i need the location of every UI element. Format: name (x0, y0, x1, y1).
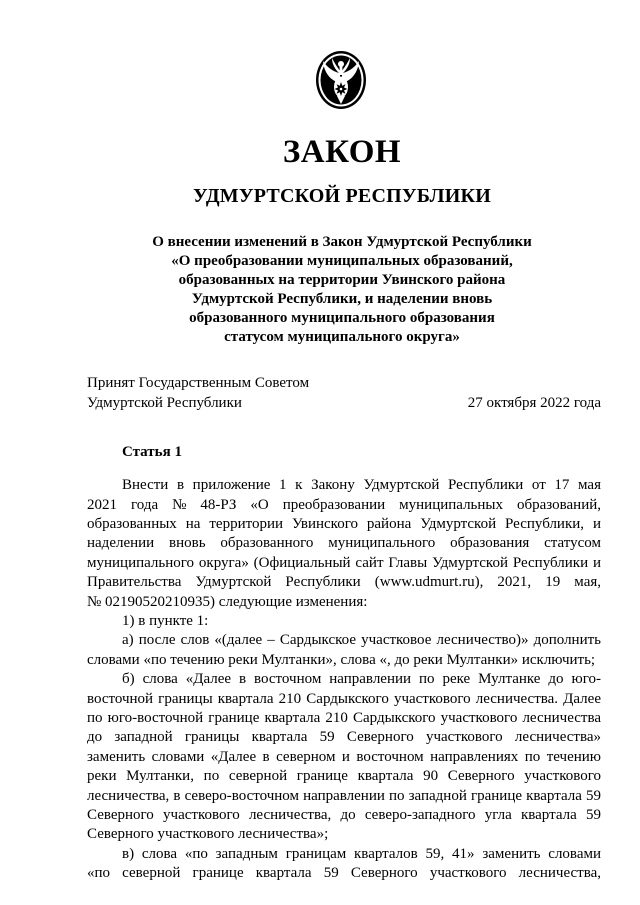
law-name-line: О внесении изменений в Закон Удмуртской Республики (152, 234, 532, 250)
article-text-line: по юго-восточной границе квартала 210 Сардыкского участкового лесничества (87, 709, 601, 726)
article-text-line: Северного участкового лесничества, до северо-западного угла квартала 59 (87, 806, 601, 823)
article-text-line: восточной границы квартала 210 Сардыкского участкового лесничества. Далее (87, 690, 601, 707)
article-text-line: муниципального округа» (Официальный сайт Главы Удмуртской Республики и (87, 554, 601, 571)
article-text-line: 2021 года № 48-РЗ «О преобразовании муниципальных образований, (87, 496, 601, 513)
law-name-line: образованного муниципального образования (189, 310, 495, 327)
article-text-line: в) слова «по западным границам кварталов 59, 41» заменить словами (122, 845, 601, 862)
law-name-line: «О преобразовании муниципальных образований, (171, 253, 513, 270)
article-text-line: б) слова «Далее в восточном направлении по реке Мултанке до юго- (122, 671, 601, 688)
article-text-line: наделении вновь образованного муниципального образования статусом (87, 535, 601, 552)
article-text-line: реки Мултанки, по северной границе квартала 90 Северного участкового (87, 768, 601, 785)
article-text-line: № 02190520210935) следующие изменения: (87, 593, 368, 610)
article-text-line: Правительства Удмуртской Республики (www.udmurt.ru), 2021, 19 мая, (87, 574, 601, 591)
law-name (82, 233, 602, 348)
article-text-line: образованных на территории Увинского района Удмуртской Республики, и (87, 516, 601, 533)
article-text-line: до западной границы квартала 59 Северного участкового лесничества» (87, 729, 601, 746)
law-name-line: Удмуртской Республики, и наделении вновь (191, 291, 493, 308)
adopted-by-row (87, 394, 601, 414)
adoption-date: 27 октября 2022 года (467, 394, 601, 411)
article-text-line: Северного участкового лесничества»; (87, 826, 329, 843)
article-text-line: словами «по течению реки Мултанки», слова «, до реки Мултанки» исключить; (87, 651, 596, 668)
law-name-line: образованных на территории Увинского района (178, 272, 506, 289)
article-text-line: «по северной границе квартала 59 Северного участкового лесничества, (87, 865, 601, 882)
udmurt-coat-of-arms-icon (315, 50, 367, 110)
article-heading: Статья 1 (122, 444, 182, 460)
article-text-line: а) после слов «(далее – Сардыкское участковое лесничество)» дополнить (122, 632, 601, 649)
article-text-line: Внести в приложение 1 к Закону Удмуртской Республики от 17 мая (122, 477, 601, 494)
article-body (87, 476, 601, 883)
adopted-by-line: Принят Государственным Советом (87, 375, 310, 391)
law-title: ЗАКОН (282, 134, 402, 170)
article-text-line: лесничества, в северо-восточном направлении по западной границе квартала 59 (87, 787, 601, 804)
adopted-by-line: Удмуртской Республики (87, 394, 242, 411)
article-text-line: заменить словами «Далее в северном и восточном направлениях по течению (87, 748, 601, 765)
article-text-line: 1) в пункте 1: (122, 613, 209, 630)
adoption-block (87, 374, 601, 414)
republic-subtitle: УДМУРТСКОЙ РЕСПУБЛИКИ (192, 185, 491, 207)
law-name-line: статусом муниципального округа» (224, 329, 460, 346)
